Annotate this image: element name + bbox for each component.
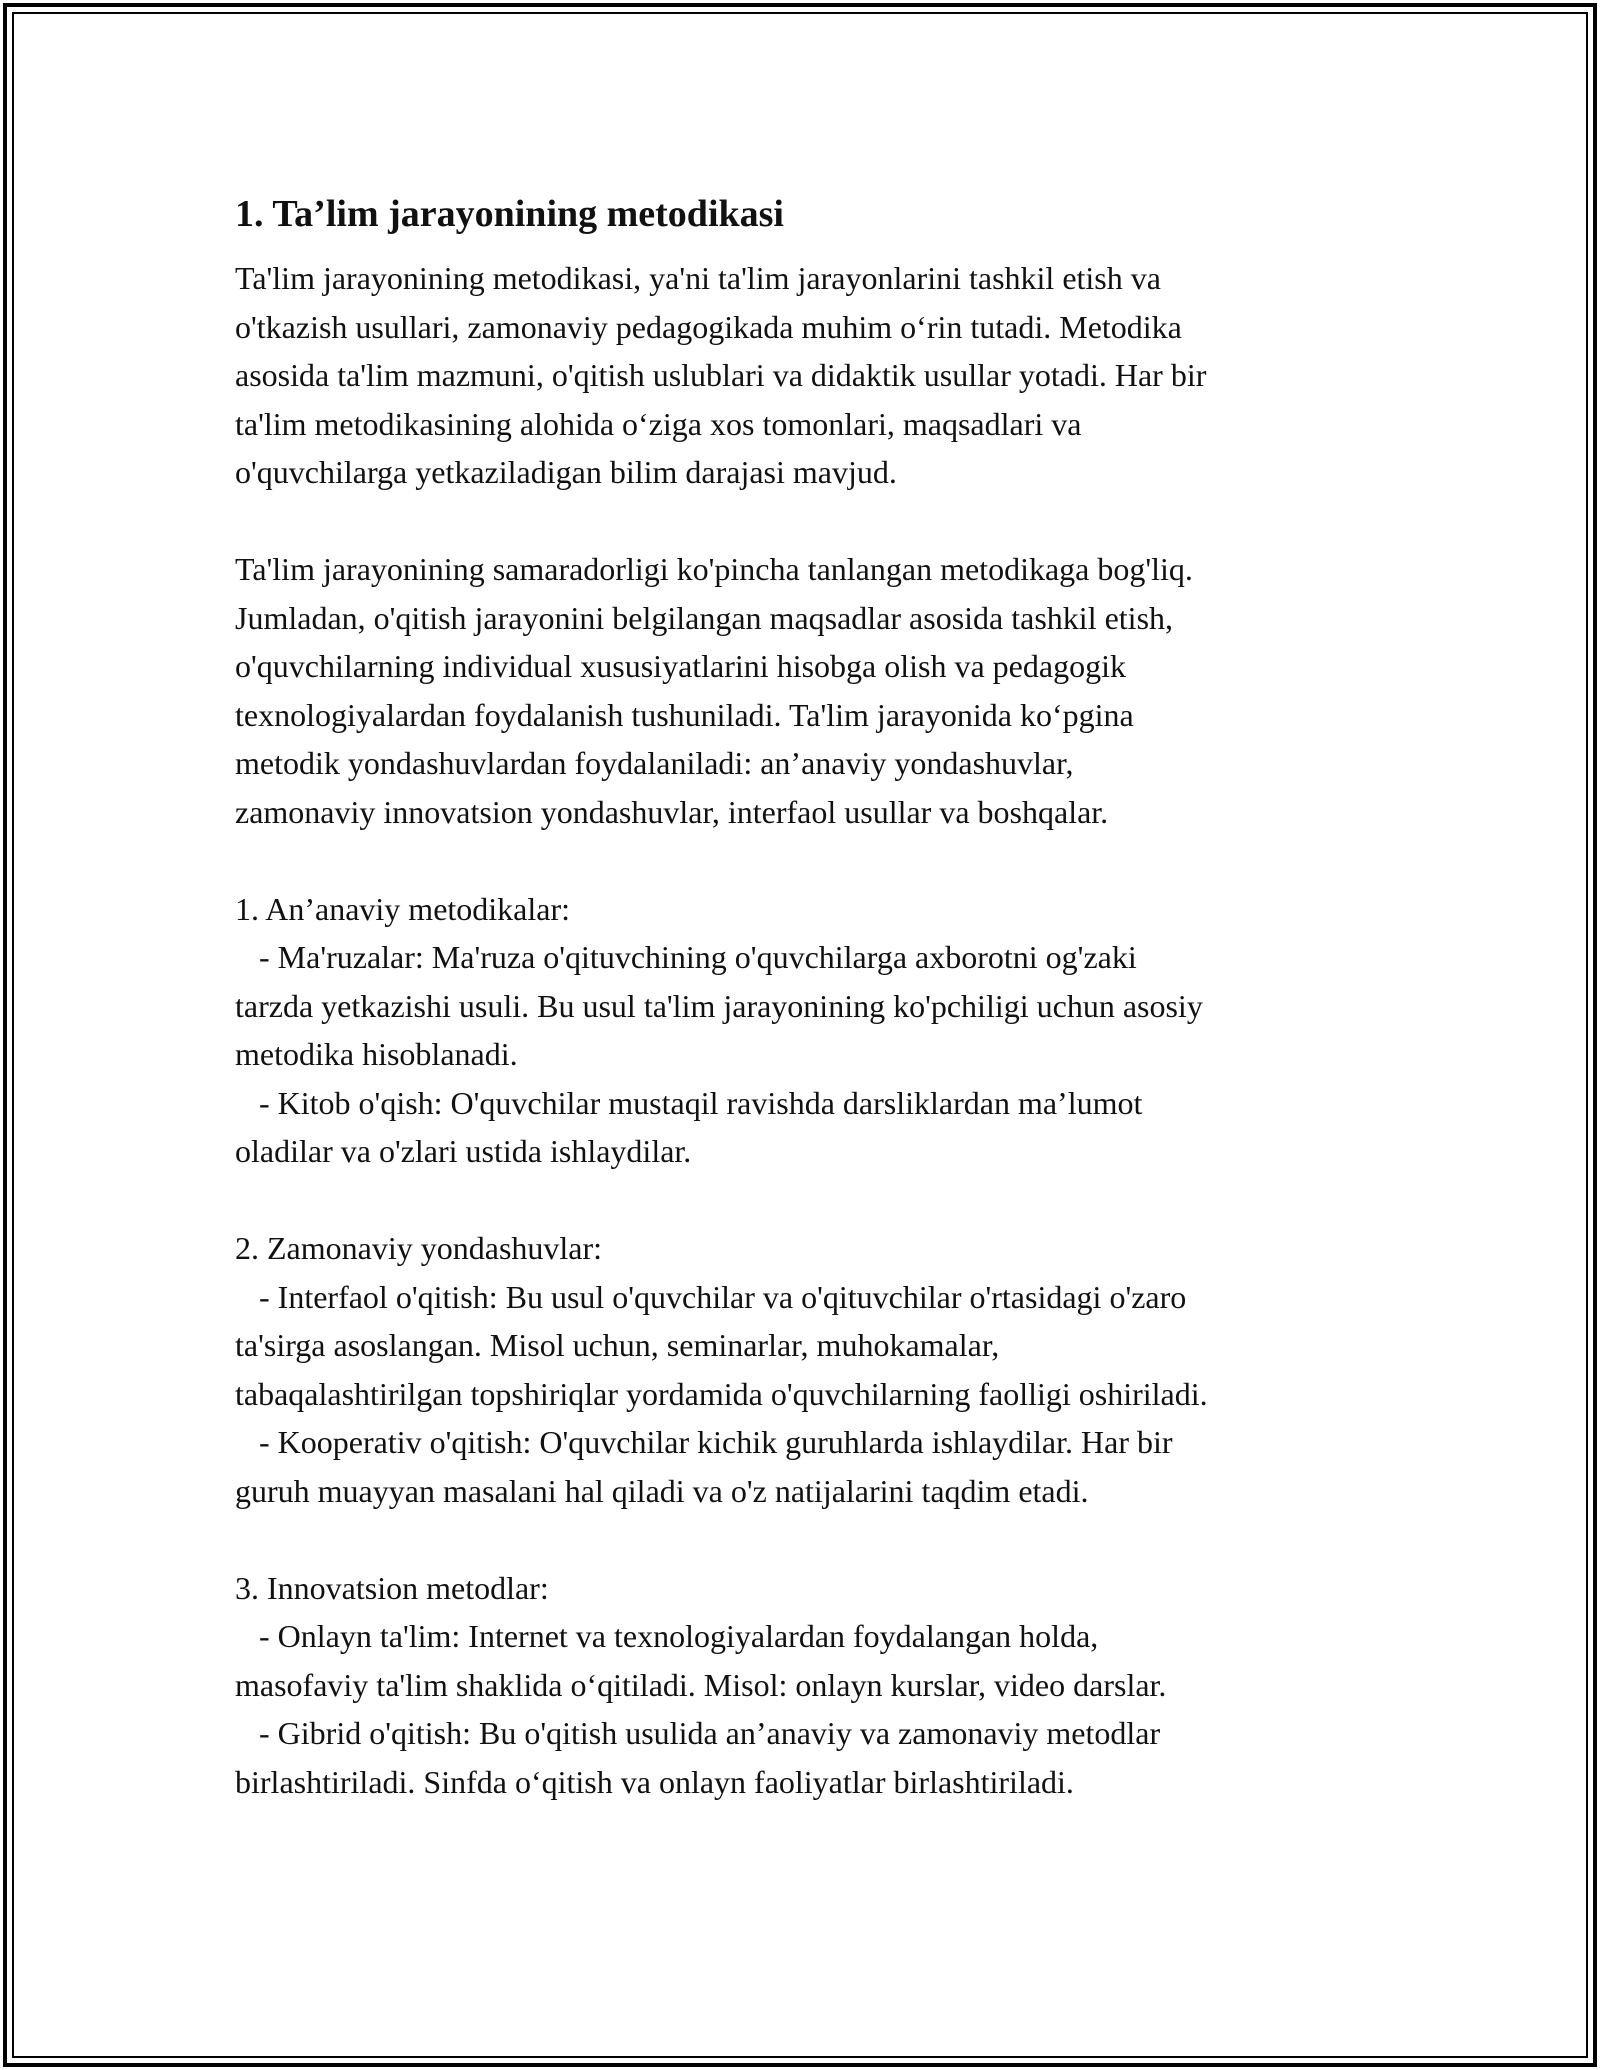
section-heading: 1. Ta’lim jarayonining metodikasi [235,193,784,235]
list-traditional-methods: 1. An’anaviy metodikalar: - Ma'ruzalar: Ma'ruza o'qituvchining o'quvchilarga axborotni og'zaki tarzda yetkazishi usuli. Bu usul ta'lim jarayonining ko'pchiligi uchun asosiy metodika hisoblanadi. - Kitob o'qish: O'quvchilar mustaqil ravishda darsliklardan ma’lumot oladilar va o'zlari ustida ishlaydilar. [235,890,1203,1169]
list-innovative-methods: 3. Innovatsion metodlar: - Onlayn ta'lim: Internet va texnologiyalardan foydalangan holda, masofaviy ta'lim shaklida o‘qitiladi. Misol: onlayn kurslar, video darslar. - Gibrid o'qitish: Bu o'qitish usulida an’anaviy va zamonaviy metodlar birlashtiriladi. Sinfda o‘qitish va onlayn faoliyatlar birlashtiriladi. [235,1569,1167,1800]
paragraph-intro: Ta'lim jarayonining metodikasi, ya'ni ta'lim jarayonlarini tashkil etish va o'tkazish usullari, zamonaviy pedagogikada muhim o‘rin tutadi. Metodika asosida ta'lim mazmuni, o'qitish uslublari va didaktik usullar yotadi. Har bir ta'lim metodikasining alohida o‘ziga xos tomonlari, maqsadlari va o'quvchilarga yetkaziladigan bilim darajasi mavjud. [235,260,1207,490]
paragraph-effectiveness: Ta'lim jarayonining samaradorligi ko'pincha tanlangan metodikaga bog'liq. Jumladan, o'qitish jarayonini belgilangan maqsadlar asosida tashkil etish, o'quvchilarning individual xususiyatlarini hisobga olish va pedagogik texnologiyalardan foydalanish tushuniladi. Ta'lim jarayonida ko‘pgina metodik yondashuvlardan foydalaniladi: an’anaviy yondashuvlar, zamonaviy innovatsion yondashuvlar, interfaol usullar va boshqalar. [235,551,1193,830]
paragraph-spacer [235,497,1365,546]
document-body [235,188,1365,1806]
list-modern-approaches: 2. Zamonaviy yondashuvlar: - Interfaol o'qitish: Bu usul o'quvchilar va o'qituvchilar o'rtasidagi o'zaro ta'sirga asoslangan. Misol uchun, seminarlar, muhokamalar, tabaqalashtirilgan topshiriqlar yordamida o'quvchilarning faolligi oshiriladi. - Kooperativ o'qitish: O'quvchilar kichik guruhlarda ishlaydilar. Har bir guruh muayyan masalani hal qiladi va o'z natijalarini taqdim etadi. [235,1230,1208,1509]
paragraph-spacer [235,836,1365,885]
paragraph-spacer [235,1176,1365,1225]
paragraph-spacer [235,1515,1365,1564]
